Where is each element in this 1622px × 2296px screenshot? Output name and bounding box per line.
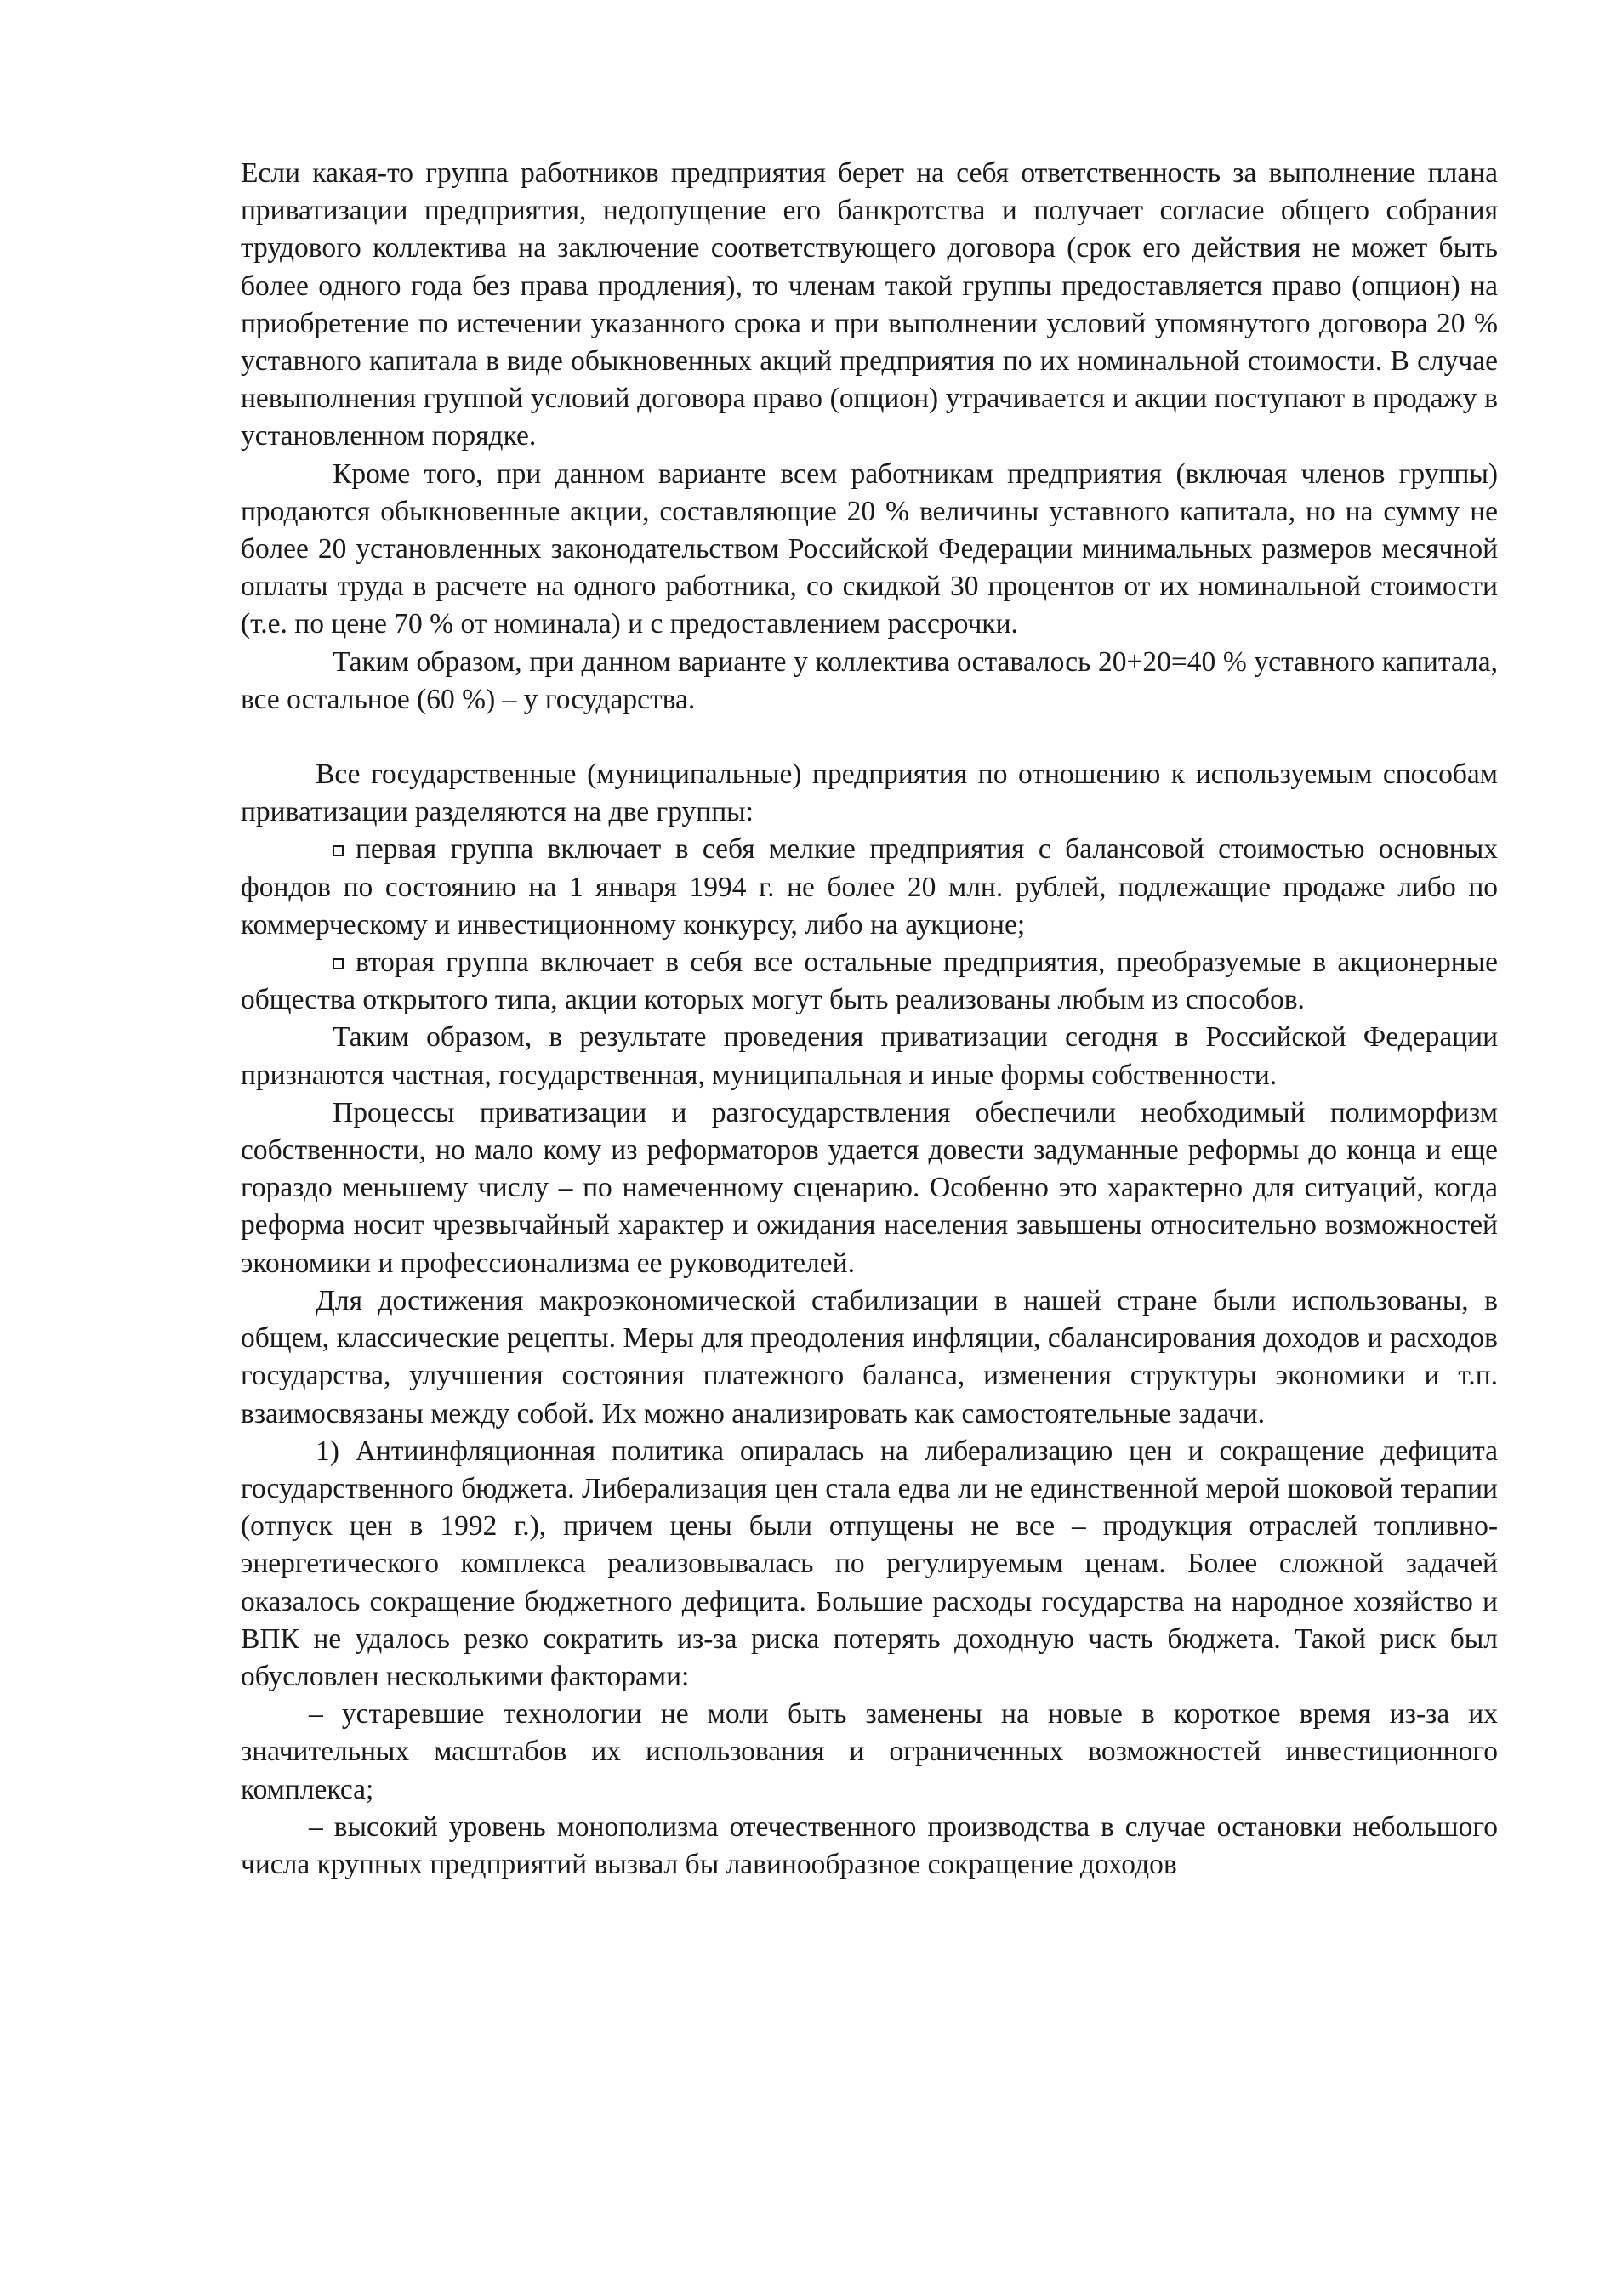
paragraph-macro-stabilization: Для достижения макроэкономической стабилизации в нашей стране были использованы, в общем, классические рецепты. Меры для преодоления инфляции, сбалансирования доходов и расходов государства, улучшения состояния платежного баланса, изменения структуры экономики и т.п. взаимосвязаны между собой. Их можно анализировать как самостоятельные задачи. xyxy=(241,1284,1498,1429)
paragraph-collective-share: Таким образом, при данном варианте у коллектива оставалось 20+20=40 % уставного капитала, все остальное (60 %) – у государства. xyxy=(241,645,1498,715)
paragraph-enterprise-groups: Все государственные (муниципальные) предприятия по отношению к используемым способам приватизации разделяются на две группы: xyxy=(241,759,1498,828)
list-item-first-group xyxy=(241,831,1498,944)
paragraph-anti-inflation: 1) Антиинфляционная политика опиралась на либерализацию цен и сокращение дефицита государственного бюджета. Либерализация цен стала едва ли не единственной мерой шоковой терапии (отпуск цен в 1992 г.), причем цены были отпущены не все – продукция отраслей топливно-энергетического комплекса реализовывалась по регулируемым ценам. Более сложной задачей оказалось сокращение бюджетного дефицита. Большие расходы государства на народное хозяйство и ВПК не удалось резко сократить из-за риска потерять доходную часть бюджета. Такой риск был обусловлен несколькими факторами: xyxy=(241,1435,1498,1692)
list-item-outdated-technologies: – устаревшие технологии не моли быть заменены на новые в короткое время из-за их значительных масштабов их использования и ограниченных возможностей инвестиционного комплекса; xyxy=(241,1698,1498,1805)
checkbox-bullet-icon xyxy=(333,845,344,856)
list-item-second-group xyxy=(241,944,1498,1019)
list-item-monopolism: – высокий уровень монополизма отечественного производства в случае остановки небольшого числа крупных предприятий вызвал бы лавинообразное сокращение доходов xyxy=(241,1810,1498,1880)
paragraph-employee-shares: Кроме того, при данном варианте всем работникам предприятия (включая членов группы) продаются обыкновенные акции, составляющие 20 % величины уставного капитала, но на сумму не более 20 установленных законодательством Российской Федерации минимальных размеров месячной оплаты труда в расчете на одного работника, со скидкой 30 процентов от их номинальной стоимости (т.е. по цене 70 % от номинала) и с предоставлением рассрочки. xyxy=(241,457,1498,640)
list-item-text: вторая группа включает в себя все остальные предприятия, преобразуемые в акционерные общества открытого типа, акции которых могут быть реализованы любым из способов. xyxy=(241,946,1498,1016)
paragraph-option-group: Если какая-то группа работников предприятия берет на себя ответственность за выполнение плана приватизации предприятия, недопущение его банкротства и получает согласие общего собрания трудового коллектива на заключение соответствующего договора (срок его действия не может быть более одного года без права продления), то членам такой группы предоставляется право (опцион) на приобретение по истечении указанного срока и при выполнении условий упомянутого договора 20 % уставного капитала в виде обыкновенных акций предприятия по их номинальной стоимости. В случае невыполнения группой условий договора право (опцион) утрачивается и акции поступают в продажу в установленном порядке. xyxy=(241,157,1498,452)
checkbox-bullet-icon xyxy=(333,958,344,969)
paragraph-spacer xyxy=(241,719,1498,756)
paragraph-privatization-processes: Процессы приватизации и разгосударствления обеспечили необходимый полиморфизм собственности, но мало кому из реформаторов удается довести задуманные реформы до конца и еще гораздо меньшему числу – по намеченному сценарию. Особенно это характерно для ситуаций, когда реформа носит чрезвычайный характер и ожидания населения завышены относительно возможностей экономики и профессионализма ее руководителей. xyxy=(241,1096,1498,1279)
paragraph-ownership-forms: Таким образом, в результате проведения приватизации сегодня в Российской Федерации признаются частная, государственная, муниципальная и иные формы собственности. xyxy=(241,1021,1498,1091)
document-body xyxy=(241,155,1498,1884)
list-item-text: первая группа включает в себя мелкие предприятия с балансовой стоимостью основных фондов по состоянию на 1 января 1994 г. не более 20 млн. рублей, подлежащие продаже либо по коммерческому и инвестиционному конкурсу, либо на аукционе; xyxy=(241,833,1498,941)
